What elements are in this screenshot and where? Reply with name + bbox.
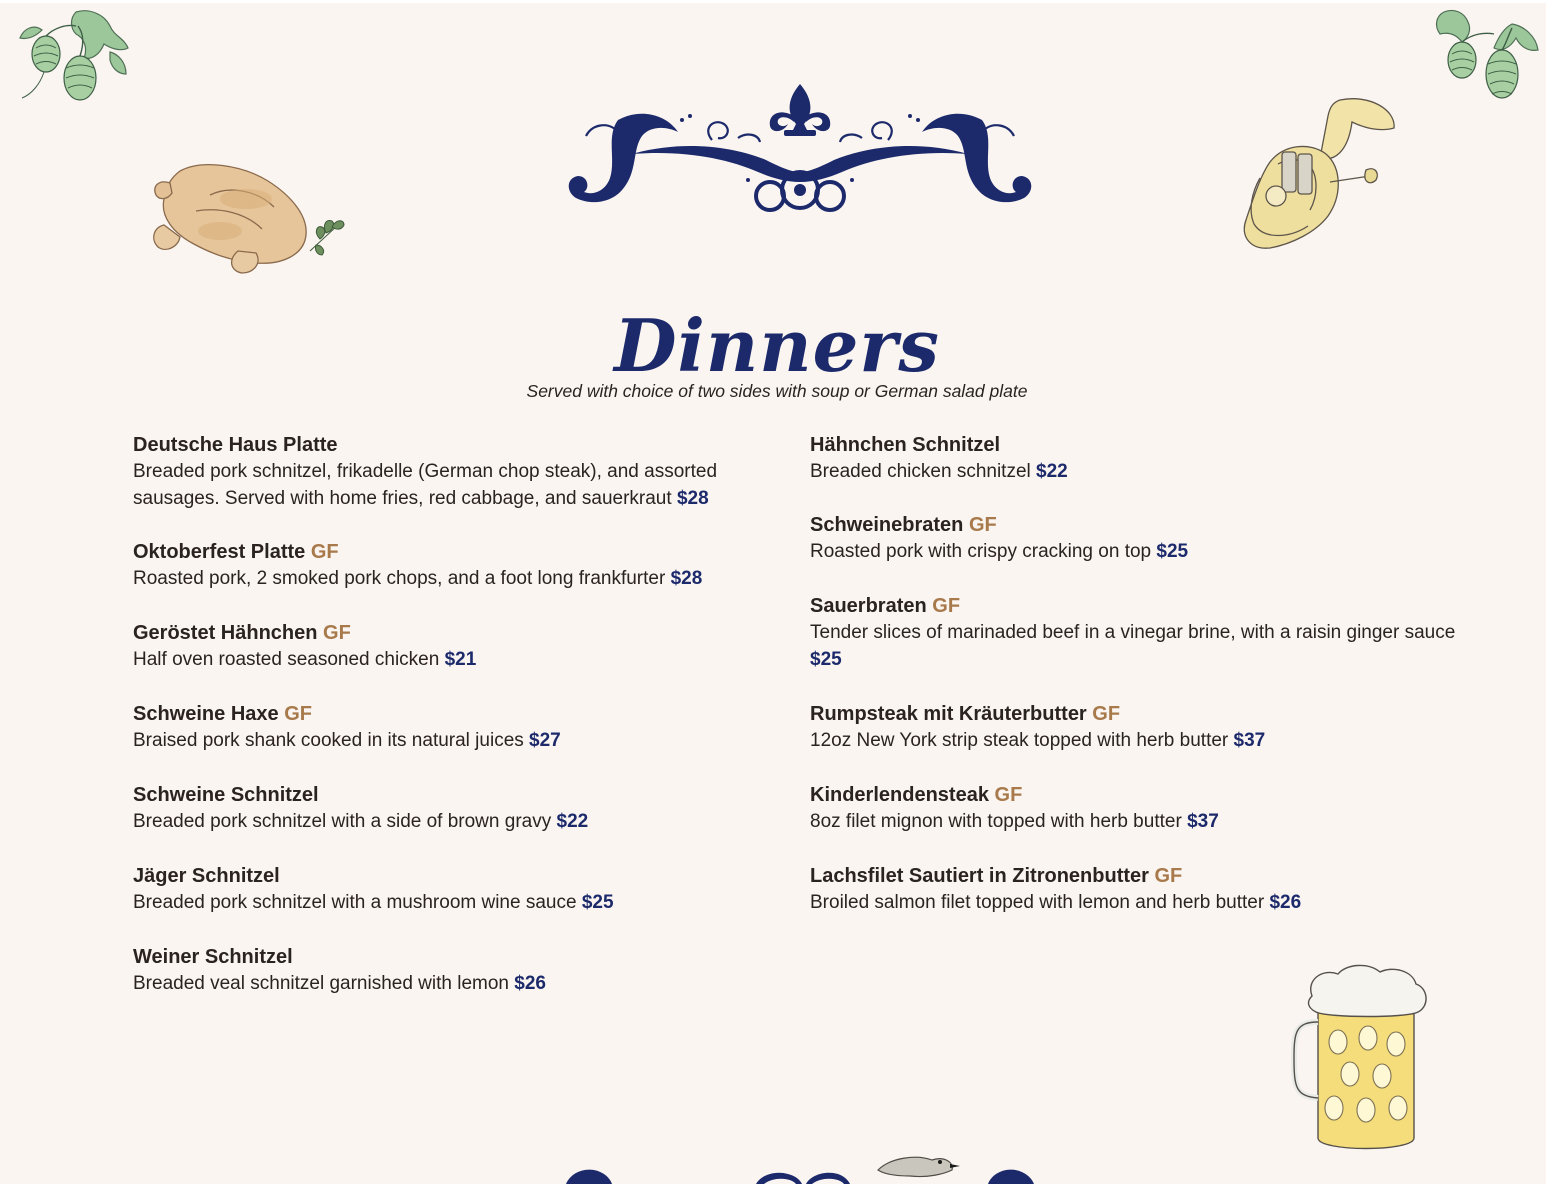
menu-item-price: $27 xyxy=(529,730,561,751)
page-subtitle: Served with choice of two sides with soup or German salad plate xyxy=(526,381,1028,401)
beer-stein-illustration xyxy=(1288,962,1438,1162)
menu-item-price: $37 xyxy=(1187,811,1219,832)
menu-item xyxy=(133,620,753,674)
gf-badge: GF xyxy=(284,703,312,725)
menu-item xyxy=(810,432,1490,486)
menu-item-name: Rumpsteak mit Kräuterbutter GF xyxy=(810,703,1121,725)
menu-item-price: $28 xyxy=(676,487,709,509)
menu-item xyxy=(810,782,1490,836)
tuba-illustration xyxy=(1230,92,1400,254)
gf-badge: GF xyxy=(994,784,1023,806)
gf-badge: GF xyxy=(310,541,339,563)
menu-item-description: Tender slices of marinaded beef in a vinegar brine, with a raisin ginger sauce $25 xyxy=(810,622,1456,670)
menu-item-price: $28 xyxy=(670,568,703,589)
menu-item-name: Schweine Schnitzel xyxy=(133,784,319,806)
menu-item-name: Deutsche Haus Platte xyxy=(133,434,338,456)
gf-badge: GF xyxy=(932,595,961,617)
menu-item-description: Breaded veal schnitzel garnished with lemon $26 xyxy=(133,973,546,994)
menu-item-price: $26 xyxy=(514,973,546,994)
menu-item xyxy=(133,863,753,917)
menu-item-price: $25 xyxy=(581,892,614,913)
menu-item-description: 12oz New York strip steak topped with herb butter $37 xyxy=(810,730,1266,751)
menu-item-description: Breaded pork schnitzel with a mushroom wine sauce $25 xyxy=(133,892,614,913)
menu-item-description: Breaded pork schnitzel with a side of brown gravy $22 xyxy=(133,811,589,832)
menu-item xyxy=(810,863,1490,917)
menu-item-name: Hähnchen Schnitzel xyxy=(810,434,1001,456)
menu-item-name: Schweine Haxe GF xyxy=(133,703,312,725)
fleur-de-lis-ornament xyxy=(562,80,1038,212)
menu-item xyxy=(810,701,1490,755)
gf-badge: GF xyxy=(968,514,997,536)
menu-item-description: Breaded chicken schnitzel $22 xyxy=(810,461,1068,482)
page-title: Dinners xyxy=(614,303,940,388)
roast-chicken-illustration xyxy=(150,155,350,275)
gf-badge: GF xyxy=(323,622,351,644)
menu-item-name: Sauerbraten GF xyxy=(810,595,961,617)
menu-item xyxy=(133,539,753,593)
menu-item xyxy=(810,512,1490,566)
menu-item-price: $37 xyxy=(1233,730,1266,751)
menu-item-description: Half oven roasted seasoned chicken $21 xyxy=(133,649,477,670)
menu-item-price: $26 xyxy=(1269,892,1302,913)
menu-item-name: Kinderlendensteak GF xyxy=(810,784,1023,806)
menu-item xyxy=(133,701,753,755)
menu-item xyxy=(133,782,753,836)
menu-item xyxy=(810,593,1490,673)
menu-item-description: Roasted pork with crispy cracking on top $25 xyxy=(810,541,1189,562)
menu-item-price: $25 xyxy=(810,648,842,670)
menu-item xyxy=(133,432,753,512)
menu-item-description: Braised pork shank cooked in its natural juices $27 xyxy=(133,730,561,751)
bird-illustration xyxy=(878,1157,960,1176)
menu-item-price: $22 xyxy=(556,811,589,832)
page-right-edge xyxy=(1546,0,1554,1184)
hops-illustration xyxy=(14,4,132,108)
gf-badge: GF xyxy=(1154,865,1183,887)
menu-item-description: Broiled salmon filet topped with lemon and herb butter $26 xyxy=(810,892,1302,913)
menu-item-price: $25 xyxy=(1156,541,1189,562)
menu-item-name: Geröstet Hähnchen GF xyxy=(133,622,351,644)
menu-item-name: Oktoberfest Platte GF xyxy=(133,541,339,563)
hops-illustration xyxy=(1428,4,1544,108)
menu-item-description: 8oz filet mignon with topped with herb butter $37 xyxy=(810,811,1219,832)
menu-item xyxy=(133,944,753,998)
menu-item-description: Roasted pork, 2 smoked pork chops, and a foot long frankfurter $28 xyxy=(133,568,703,589)
menu-item-name: Weiner Schnitzel xyxy=(133,946,293,968)
menu-item-name: Lachsfilet Sautiert in Zitronenbutter GF xyxy=(810,865,1183,887)
page-top-edge xyxy=(0,0,1554,3)
bottom-ornament xyxy=(560,1150,1040,1184)
menu-item-name: Jäger Schnitzel xyxy=(133,865,280,887)
gf-badge: GF xyxy=(1092,703,1121,725)
menu-item-name: Schweinebraten GF xyxy=(810,514,997,536)
menu-item-price: $21 xyxy=(444,649,477,670)
menu-item-description: Breaded pork schnitzel, frikadelle (German chop steak), and assorted sausages. Served with home fries, red cabbage, and sauerkraut $28 xyxy=(133,461,718,509)
menu-item-price: $22 xyxy=(1036,461,1068,482)
